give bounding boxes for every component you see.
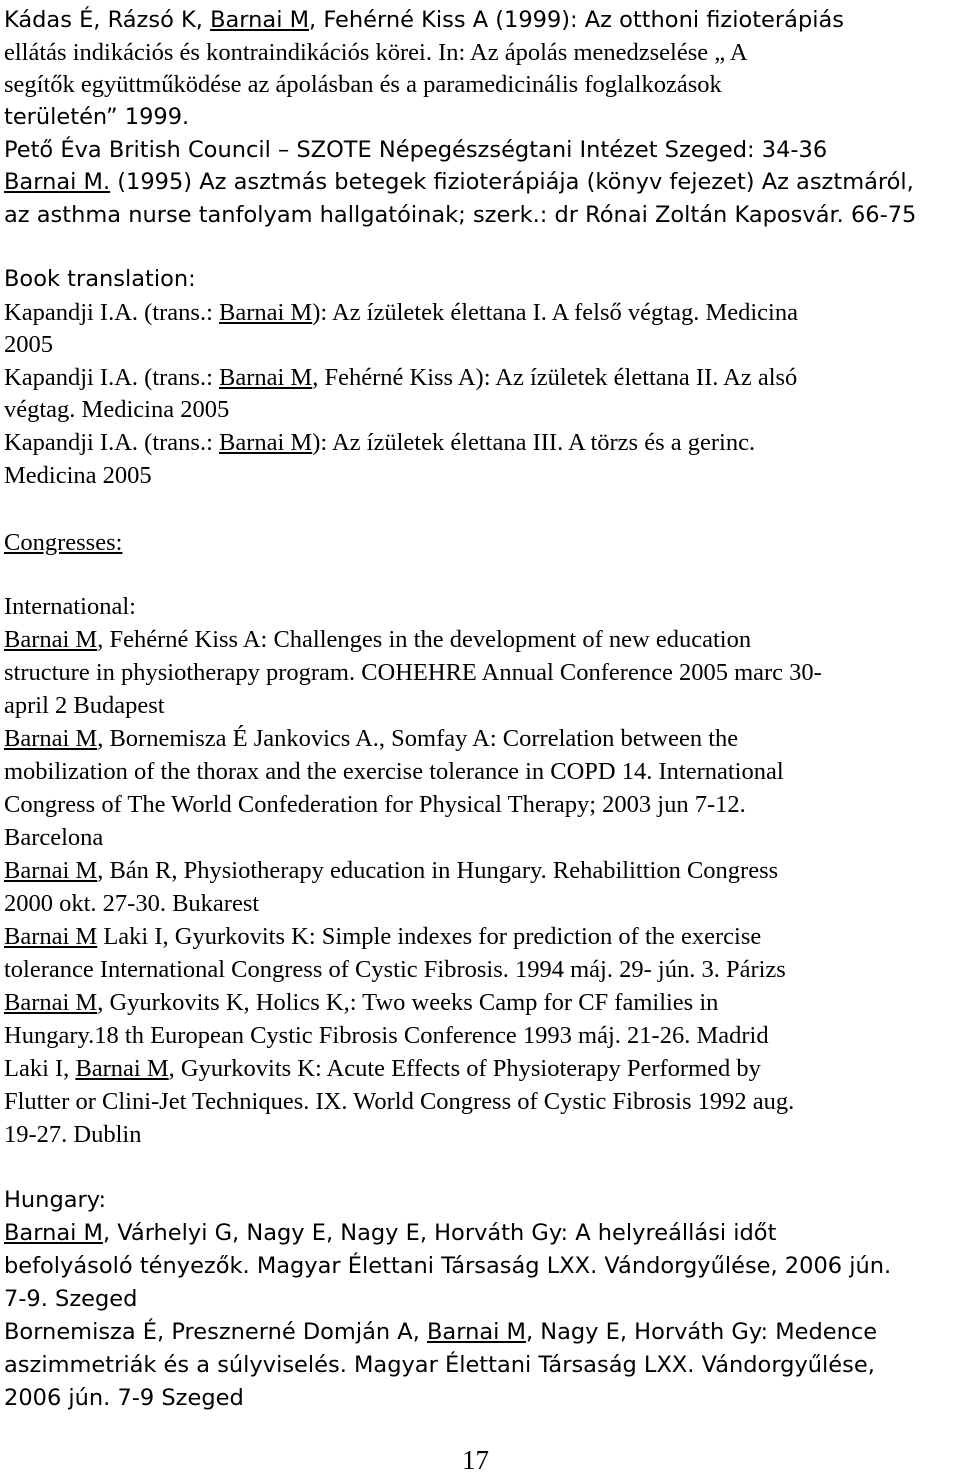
text-segment: mobilization of the thorax and the exercise tolerance in COPD 14. International (4, 758, 784, 785)
underlined-text: Barnai M (4, 989, 98, 1016)
text-line (4, 134, 827, 166)
text-line (4, 297, 798, 329)
text-segment: befolyásoló tényezők. Magyar Élettani Társaság LXX. Vándorgyűlése, 2006 jún. (4, 1253, 892, 1279)
text-line (4, 789, 746, 821)
text-segment: Pető Éva British Council – SZOTE Népegészségtani Intézet Szeged: 34-36 (4, 137, 828, 163)
text-segment: 7-9. Szeged (4, 1286, 138, 1312)
text-line (4, 362, 797, 394)
text-segment: 2005 (4, 331, 53, 358)
text-segment: april 2 Budapest (4, 692, 165, 719)
text-segment: végtag. Medicina 2005 (4, 396, 230, 423)
text-segment: 19-27. Dublin (4, 1121, 142, 1148)
text-line (4, 329, 53, 361)
underlined-text: Barnai M (4, 923, 98, 950)
text-segment: Kapandji I.A. (trans.: (4, 364, 219, 391)
text-line (4, 1119, 141, 1151)
text-segment: Bornemisza É, Presznerné Domján A, (4, 1319, 427, 1345)
text-line (4, 166, 914, 198)
underlined-text: Barnai M. (4, 169, 111, 195)
text-line (4, 690, 165, 722)
text-line (4, 657, 822, 689)
text-line (4, 1053, 761, 1085)
underlined-text: Barnai M (210, 7, 310, 33)
text-segment: , Bán R, Physiotherapy education in Hungary. Rehabilittion Congress (97, 857, 779, 884)
text-line (4, 591, 136, 623)
text-line (4, 1316, 877, 1348)
text-segment: Flutter or Clini-Jet Techniques. IX. World Congress of Cystic Fibrosis 1992 aug. (4, 1088, 795, 1115)
text-segment: Book translation: (4, 266, 196, 292)
text-line (4, 1250, 891, 1282)
text-line (4, 427, 755, 459)
text-segment: , Fehérné Kiss A: Challenges in the development of new education (97, 626, 752, 653)
underlined-text: Barnai M (4, 725, 98, 752)
text-segment: Laki I, Gyurkovits K: Simple indexes for prediction of the exercise (97, 923, 762, 950)
text-segment: Kapandji I.A. (trans.: (4, 429, 219, 456)
underlined-text: Barnai M (4, 626, 98, 653)
text-segment: Medicina 2005 (4, 462, 152, 489)
text-segment: Laki I, (4, 1055, 76, 1082)
text-line (4, 1086, 794, 1118)
text-line (4, 1349, 875, 1381)
underlined-text: Barnai M (219, 364, 313, 391)
page-number: 17 (462, 1445, 489, 1475)
text-segment: (1995) Az asztmás betegek fizioterápiája (könyv fejezet) Az asztmáról, (110, 169, 914, 195)
underlined-text: Barnai M (4, 1220, 103, 1246)
text-line (4, 1184, 106, 1216)
text-line (4, 4, 844, 36)
text-segment: Congress of The World Confederation for Physical Therapy; 2003 jun 7-12. (4, 791, 746, 818)
text-line (4, 756, 784, 788)
text-segment: Barcelona (4, 824, 104, 851)
text-line (4, 199, 916, 231)
text-line (4, 1020, 769, 1052)
text-line (4, 888, 259, 920)
text-segment: , Gyurkovits K, Holics K,: Two weeks Camp for CF families in (97, 989, 719, 1016)
underlined-text: Barnai M (427, 1319, 526, 1345)
text-line (4, 1283, 137, 1315)
text-segment: segítők együttműködése az ápolásban és a paramedicinális foglalkozások (4, 71, 722, 98)
text-line (4, 460, 152, 492)
text-segment: ): Az ízületek élettana I. A felső végtag. Medicina (312, 299, 798, 326)
text-line (4, 527, 122, 559)
text-line (4, 263, 196, 295)
text-segment: tolerance International Congress of Cystic Fibrosis. 1994 máj. 29- jún. 3. Párizs (4, 956, 786, 983)
text-segment: structure in physiotherapy program. COHEHRE Annual Conference 2005 marc 30- (4, 659, 822, 686)
text-line (4, 954, 786, 986)
text-segment: , Várhelyi G, Nagy E, Nagy E, Horváth Gy: A helyreállási időt (102, 1220, 777, 1246)
text-line (4, 69, 722, 101)
text-segment: ellátás indikációs és kontraindikációs körei. In: Az ápolás menedzselése „ A (4, 39, 748, 66)
text-segment: aszimmetriák és a súlyviselés. Magyar Élettani Társaság LXX. Vándorgyűlése, (4, 1352, 875, 1378)
text-line (4, 1217, 776, 1249)
text-segment: Kádas É, Rázsó K, (4, 7, 211, 33)
text-line (4, 822, 103, 854)
text-line (4, 1382, 244, 1414)
text-line (4, 987, 718, 1019)
text-segment: területén” 1999. (4, 104, 190, 130)
text-segment: International: (4, 593, 136, 620)
underlined-text: Congresses: (4, 529, 123, 556)
text-line (4, 855, 778, 887)
text-segment: ): Az ízületek élettana III. A törzs és a gerinc. (312, 429, 756, 456)
text-segment: , Bornemisza É Jankovics A., Somfay A: Correlation between the (97, 725, 739, 752)
text-line (4, 921, 761, 953)
text-segment: , Fehérné Kiss A): Az ízületek élettana II. Az alsó (312, 364, 798, 391)
text-segment: 2000 okt. 27-30. Bukarest (4, 890, 260, 917)
text-segment: , Fehérné Kiss A (1999): Az otthoni fizioterápiás (309, 7, 844, 33)
underlined-text: Barnai M (4, 857, 98, 884)
text-line (4, 723, 738, 755)
text-segment: , Gyurkovits K: Acute Effects of Physioterapy Performed by (168, 1055, 761, 1082)
text-segment: Kapandji I.A. (trans.: (4, 299, 219, 326)
text-segment: Hungary.18 th European Cystic Fibrosis Conference 1993 máj. 21-26. Madrid (4, 1022, 769, 1049)
underlined-text: Barnai M (219, 299, 313, 326)
text-segment: Hungary: (4, 1187, 107, 1213)
text-line (4, 624, 751, 656)
text-line (4, 394, 229, 426)
underlined-text: Barnai M (75, 1055, 169, 1082)
text-line (4, 101, 189, 133)
text-segment: az asthma nurse tanfolyam hallgatóinak; szerk.: dr Rónai Zoltán Kaposvár. 66-75 (4, 202, 917, 228)
underlined-text: Barnai M (219, 429, 313, 456)
text-segment: , Nagy E, Horváth Gy: Medence (525, 1319, 878, 1345)
text-line (4, 37, 748, 69)
text-segment: 2006 jún. 7-9 Szeged (4, 1385, 244, 1411)
